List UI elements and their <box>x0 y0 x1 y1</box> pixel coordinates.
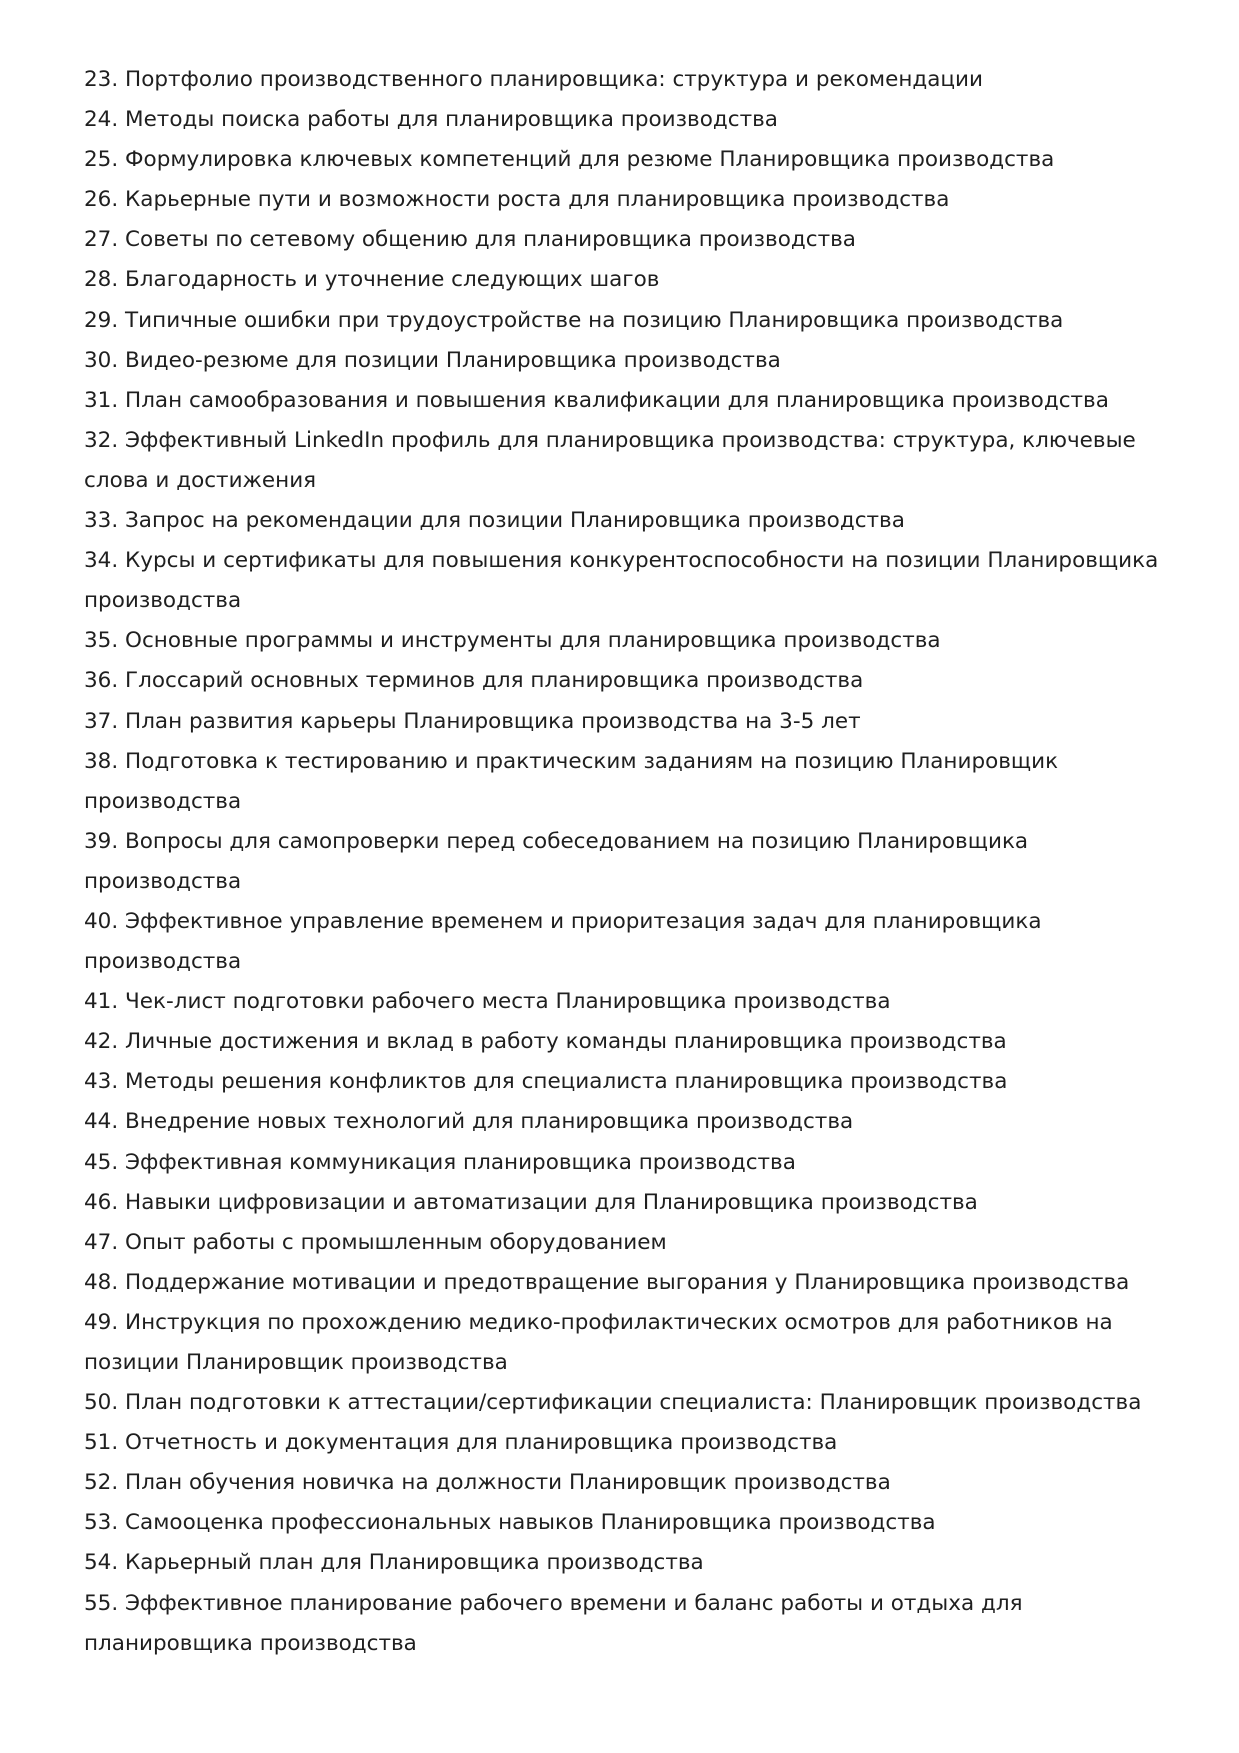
list-item: 35. Основные программы и инструменты для планировщика производства <box>84 628 941 654</box>
list-item: 36. Глоссарий основных терминов для планировщика производства <box>84 668 864 694</box>
list-item: 28. Благодарность и уточнение следующих шагов <box>84 267 660 293</box>
list-item: 42. Личные достижения и вклад в работу команды планировщика производства <box>84 1029 1007 1055</box>
list-item: 24. Методы поиска работы для планировщика производства <box>84 107 778 133</box>
list-item: 34. Курсы и сертификаты для повышения конкурентоспособности на позиции Планировщика производства <box>84 548 1159 614</box>
list-item: 29. Типичные ошибки при трудоустройстве на позицию Планировщика производства <box>84 307 1064 333</box>
list-item: 46. Навыки цифровизации и автоматизации для Планировщика производства <box>84 1189 978 1215</box>
list-item: 23. Портфолио производственного планировщика: структура и рекомендации <box>84 67 984 92</box>
list-item: 52. План обучения новичка на должности Планировщик производства <box>84 1470 891 1496</box>
list-item: 48. Поддержание мотивации и предотвращение выгорания у Планировщика производства <box>84 1269 1130 1295</box>
list-item: 41. Чек-лист подготовки рабочего места Планировщика производства <box>84 989 891 1015</box>
list-item: 51. Отчетность и документация для планировщика производства <box>84 1430 838 1456</box>
list-item: 53. Самооценка профессиональных навыков Планировщика производства <box>84 1510 936 1536</box>
list-item: 26. Карьерные пути и возможности роста для планировщика производства <box>84 187 950 213</box>
list-item: 38. Подготовка к тестированию и практическим заданиям на позицию Планировщик производства <box>84 748 1059 814</box>
list-item: 49. Инструкция по прохождению медико-профилактических осмотров для работников на позиции Планировщик производства <box>84 1309 1113 1375</box>
list-item: 27. Советы по сетевому общению для планировщика производства <box>84 227 856 253</box>
document-list <box>84 60 1164 1664</box>
list-item: 30. Видео-резюме для позиции Планировщика производства <box>84 347 781 373</box>
list-item: 25. Формулировка ключевых компетенций для резюме Планировщика производства <box>84 147 1055 173</box>
list-item: 39. Вопросы для самопроверки перед собеседованием на позицию Планировщика производства <box>84 828 1029 894</box>
list-item: 55. Эффективное планирование рабочего времени и баланс работы и отдыха для планировщика производства <box>84 1590 1023 1656</box>
list-item: 50. План подготовки к аттестации/сертификации специалиста: Планировщик производства <box>84 1390 1142 1416</box>
list-item: 43. Методы решения конфликтов для специалиста планировщика производства <box>84 1069 1008 1095</box>
list-item: 33. Запрос на рекомендации для позиции Планировщика производства <box>84 508 905 534</box>
list-item: 45. Эффективная коммуникация планировщика производства <box>84 1149 796 1175</box>
list-item: 40. Эффективное управление временем и приоритезация задач для планировщика производства <box>84 908 1042 975</box>
list-item: 31. План самообразования и повышения квалификации для планировщика производства <box>84 387 1109 413</box>
list-item: 32. Эффективный LinkedIn профиль для планировщика производства: структура, ключевые слова и достижения <box>84 427 1136 493</box>
list-item: 44. Внедрение новых технологий для планировщика производства <box>84 1109 854 1135</box>
list-item: 37. План развития карьеры Планировщика производства на 3-5 лет <box>84 708 861 734</box>
list-item: 54. Карьерный план для Планировщика производства <box>84 1550 704 1576</box>
list-item: 47. Опыт работы с промышленным оборудованием <box>84 1229 667 1255</box>
